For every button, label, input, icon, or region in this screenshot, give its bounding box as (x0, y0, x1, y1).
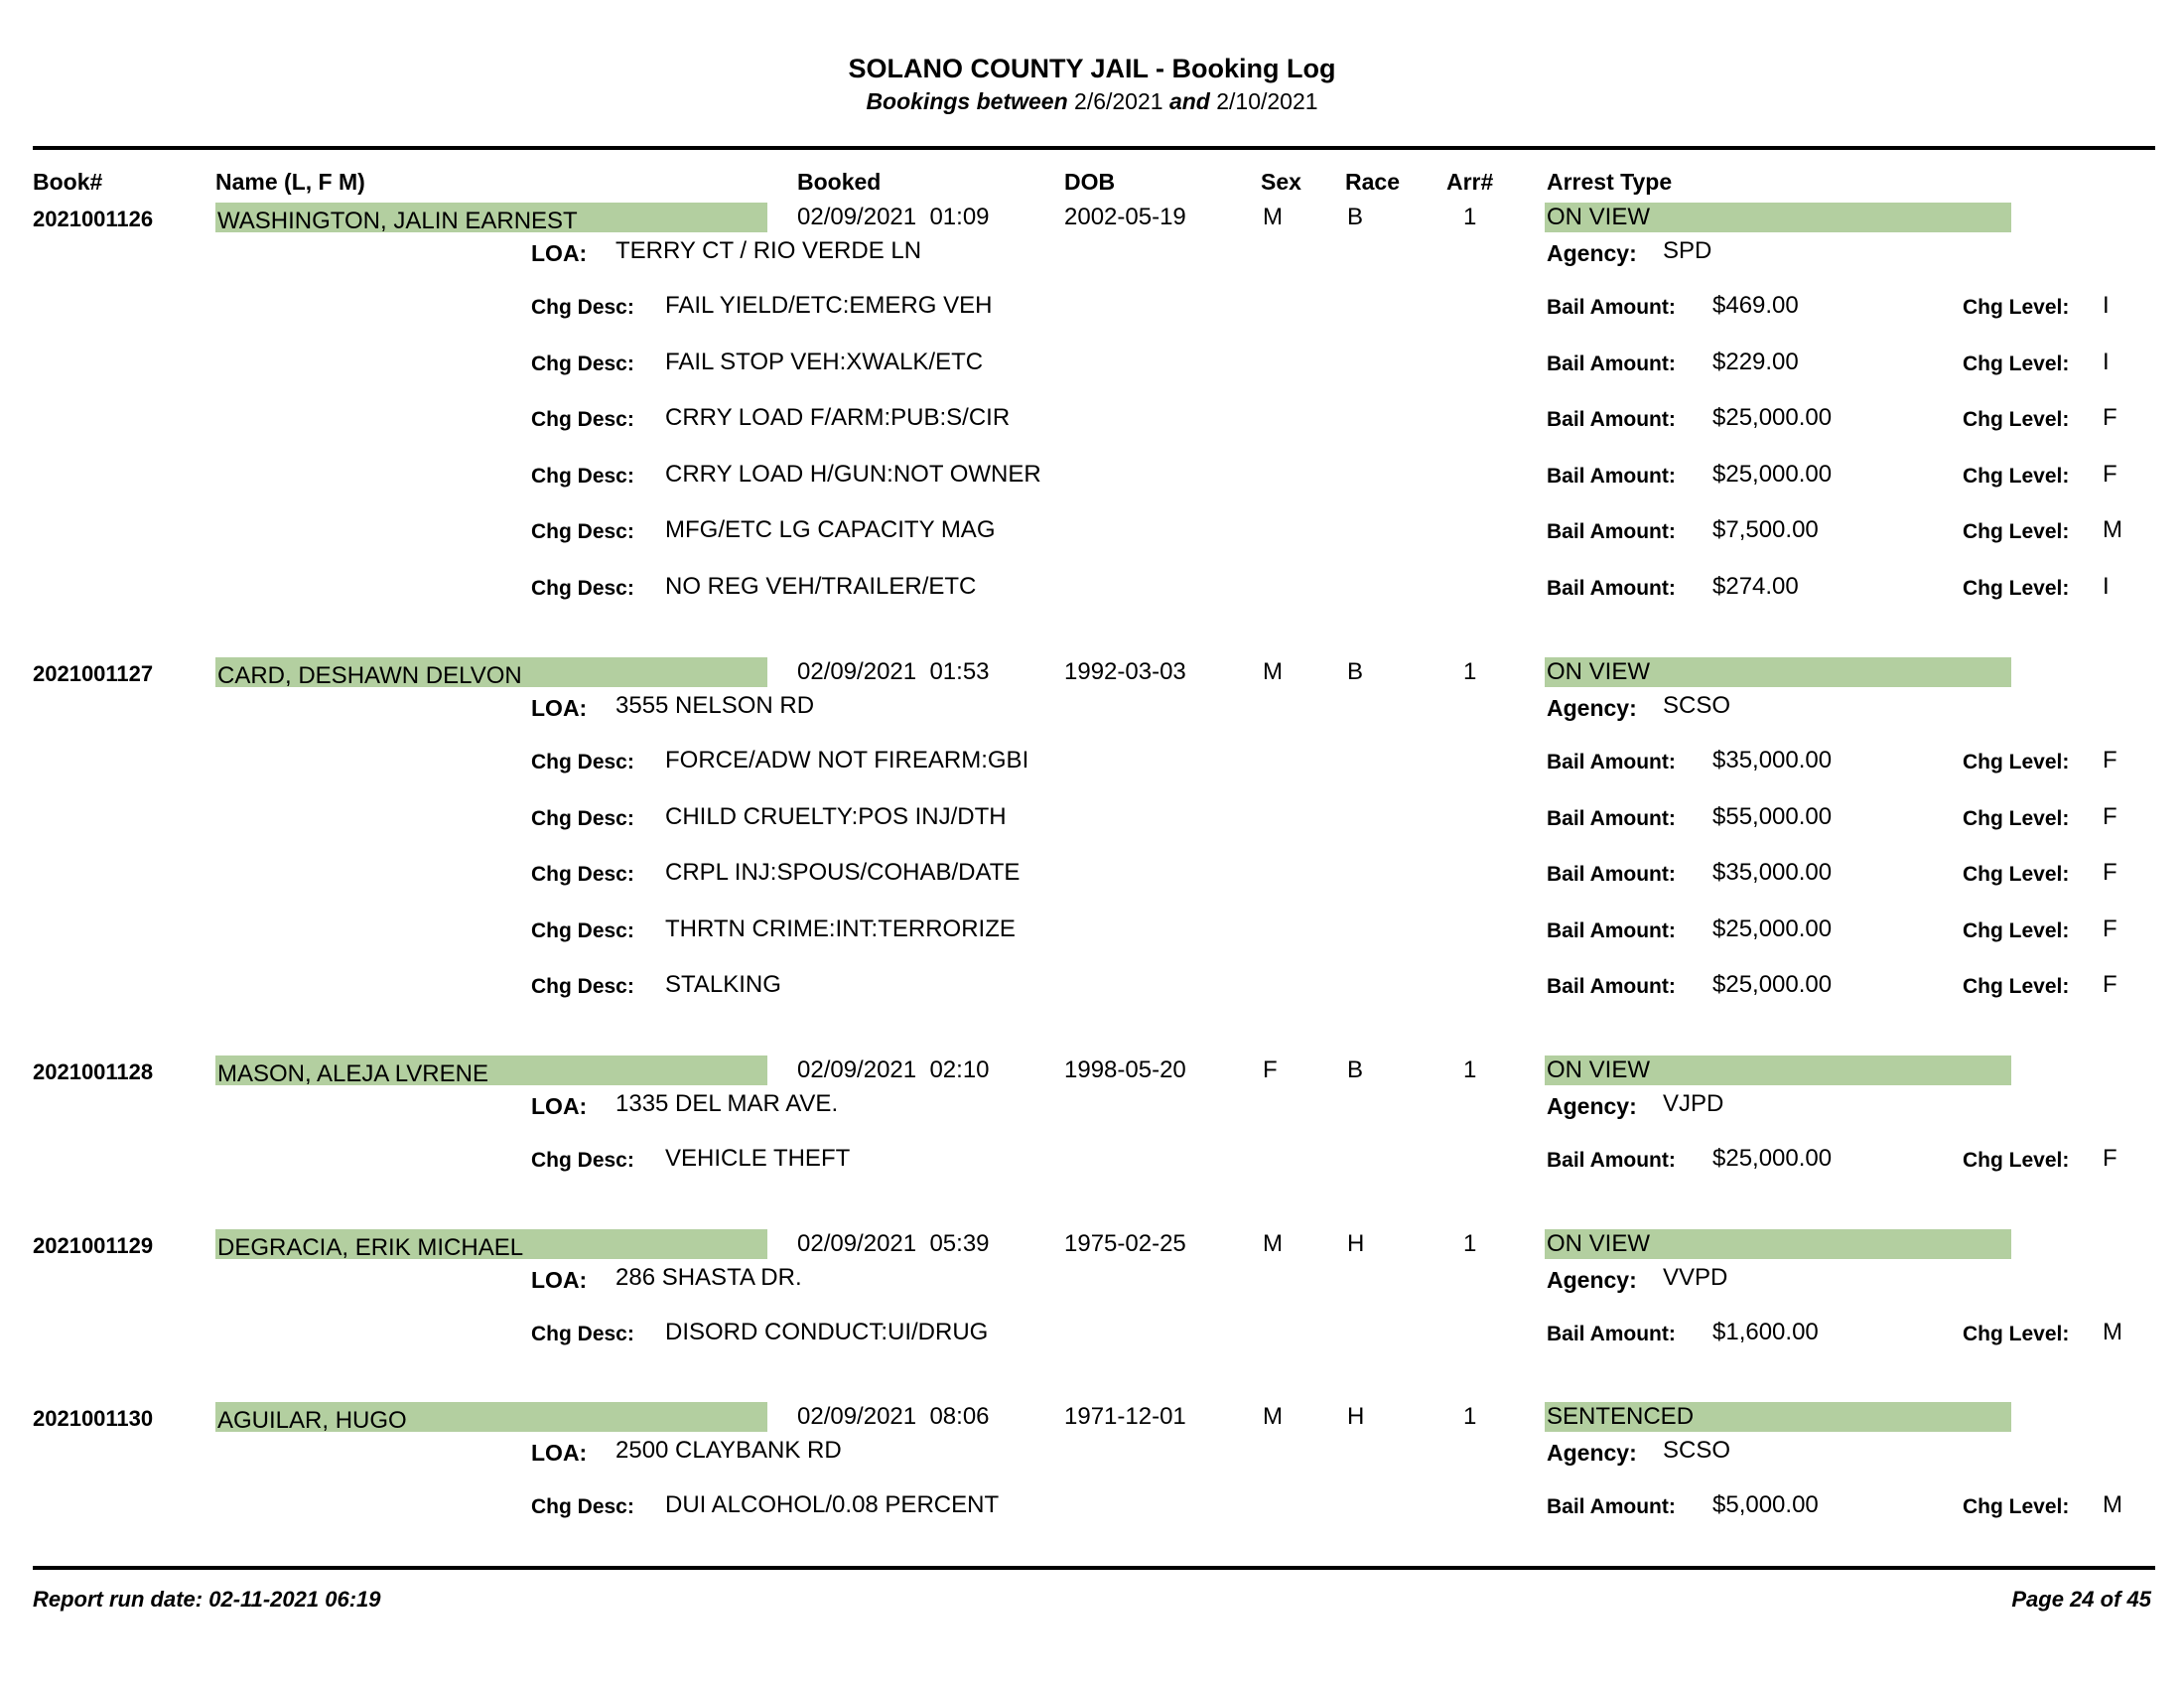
race-value: H (1347, 1230, 1365, 1257)
chg-level-label: Chg Level: (1963, 1495, 2070, 1518)
report-header (0, 52, 2184, 117)
arr-value: 1 (1463, 658, 1477, 685)
chg-level-value: F (2103, 914, 2117, 942)
bail-amount-value: $35,000.00 (1712, 747, 1833, 774)
chg-level-value: M (2103, 1491, 2122, 1518)
chg-level-label: Chg Level: (1963, 863, 2070, 887)
booked-datetime: 02/09/2021 01:09 (797, 204, 990, 230)
bail-amount-value: $25,000.00 (1712, 971, 1833, 999)
bail-amount-value: $469.00 (1712, 292, 1799, 319)
chg-level-label: Chg Level: (1963, 296, 2070, 319)
bail-amount-label: Bail Amount: (1547, 352, 1676, 375)
bail-amount-value: $1,600.00 (1712, 1319, 1819, 1345)
dob-value: 1971-12-01 (1064, 1403, 1186, 1430)
booked-datetime: 02/09/2021 05:39 (797, 1230, 990, 1257)
inmate-name: MASON, ALEJA LVRENE (217, 1060, 488, 1087)
sex-value: M (1263, 1403, 1283, 1430)
bail-amount-label: Bail Amount: (1547, 1495, 1676, 1518)
booked-datetime: 02/09/2021 01:53 (797, 658, 990, 685)
booked-datetime: 02/09/2021 08:06 (797, 1403, 990, 1430)
bail-amount-label: Bail Amount: (1547, 1149, 1676, 1172)
col-booked: Booked (797, 169, 882, 195)
sex-value: M (1263, 204, 1283, 230)
book-number: 2021001130 (33, 1406, 154, 1431)
report-subtitle (0, 85, 2184, 117)
booked-datetime: 02/09/2021 02:10 (797, 1056, 990, 1083)
chg-desc-value: FAIL STOP VEH:XWALK/ETC (665, 348, 984, 375)
arr-value: 1 (1463, 204, 1477, 230)
chg-desc-value: MFG/ETC LG CAPACITY MAG (665, 516, 996, 544)
agency-value: SPD (1663, 237, 1712, 264)
arrest-type: ON VIEW (1547, 1230, 1651, 1257)
loa-label: LOA: (531, 240, 588, 266)
arrest-type: ON VIEW (1547, 204, 1651, 230)
arrest-type-highlight (1545, 203, 2011, 232)
chg-level-value: F (2103, 460, 2117, 488)
chg-desc-value: CRRY LOAD F/ARM:PUB:S/CIR (665, 404, 1011, 432)
arrest-type-highlight (1545, 1229, 2011, 1259)
race-value: B (1347, 204, 1364, 230)
chg-desc-label: Chg Desc: (531, 520, 634, 544)
inmate-name: AGUILAR, HUGO (217, 1407, 407, 1434)
bail-amount-value: $25,000.00 (1712, 404, 1833, 432)
report-run-date: Report run date: 02-11-2021 06:19 (33, 1587, 381, 1612)
inmate-name: WASHINGTON, JALIN EARNEST (217, 208, 578, 234)
chg-desc-label: Chg Desc: (531, 863, 634, 887)
chg-level-label: Chg Level: (1963, 1149, 2070, 1172)
sex-value: F (1263, 1056, 1278, 1083)
bail-amount-label: Bail Amount: (1547, 577, 1676, 600)
chg-desc-label: Chg Desc: (531, 751, 634, 774)
bail-amount-label: Bail Amount: (1547, 520, 1676, 544)
bail-amount-label: Bail Amount: (1547, 975, 1676, 999)
arrest-type-highlight (1545, 657, 2011, 687)
agency-label: Agency: (1547, 1267, 1637, 1293)
loa-value: 286 SHASTA DR. (615, 1264, 802, 1291)
name-highlight (215, 1055, 767, 1085)
arrest-type: SENTENCED (1547, 1403, 1695, 1430)
chg-desc-label: Chg Desc: (531, 975, 634, 999)
bail-amount-label: Bail Amount: (1547, 464, 1676, 488)
loa-value: 2500 CLAYBANK RD (615, 1437, 842, 1464)
agency-label: Agency: (1547, 695, 1637, 721)
chg-desc-value: FORCE/ADW NOT FIREARM:GBI (665, 747, 1029, 774)
col-race: Race (1345, 169, 1400, 195)
loa-label: LOA: (531, 1093, 588, 1119)
bail-amount-label: Bail Amount: (1547, 1323, 1676, 1345)
chg-level-label: Chg Level: (1963, 806, 2070, 830)
agency-value: SCSO (1663, 692, 1731, 719)
chg-level-label: Chg Level: (1963, 918, 2070, 942)
chg-level-label: Chg Level: (1963, 577, 2070, 600)
chg-level-label: Chg Level: (1963, 464, 2070, 488)
race-value: B (1347, 658, 1364, 685)
page-number: Page 24 of 45 (2011, 1587, 2151, 1612)
chg-desc-value: FAIL YIELD/ETC:EMERG VEH (665, 292, 993, 319)
chg-desc-label: Chg Desc: (531, 464, 634, 488)
col-book: Book# (33, 169, 103, 195)
loa-value: 3555 NELSON RD (615, 692, 815, 719)
chg-desc-label: Chg Desc: (531, 1323, 634, 1345)
chg-level-value: F (2103, 1145, 2117, 1172)
arr-value: 1 (1463, 1056, 1477, 1083)
arrest-type-highlight (1545, 1055, 2011, 1085)
chg-level-value: M (2103, 1319, 2122, 1345)
name-highlight (215, 657, 767, 687)
chg-desc-value: THRTN CRIME:INT:TERRORIZE (665, 914, 1016, 942)
top-rule (33, 146, 2155, 150)
chg-desc-value: DUI ALCOHOL/0.08 PERCENT (665, 1491, 1000, 1518)
loa-label: LOA: (531, 695, 588, 721)
agency-value: VVPD (1663, 1264, 1728, 1291)
chg-desc-value: STALKING (665, 971, 781, 999)
chg-desc-value: CRRY LOAD H/GUN:NOT OWNER (665, 460, 1041, 488)
chg-level-value: F (2103, 747, 2117, 774)
agency-label: Agency: (1547, 240, 1637, 266)
chg-desc-label: Chg Desc: (531, 408, 634, 432)
chg-desc-label: Chg Desc: (531, 918, 634, 942)
chg-desc-value: VEHICLE THEFT (665, 1145, 851, 1172)
chg-level-label: Chg Level: (1963, 352, 2070, 375)
loa-value: TERRY CT / RIO VERDE LN (615, 237, 922, 264)
report-title: SOLANO COUNTY JAIL - Booking Log (848, 54, 1336, 83)
arrest-type-highlight (1545, 1402, 2011, 1432)
chg-desc-label: Chg Desc: (531, 577, 634, 600)
col-sex: Sex (1261, 169, 1301, 195)
agency-value: SCSO (1663, 1437, 1731, 1464)
col-arrest-type: Arrest Type (1547, 169, 1673, 195)
arrest-type: ON VIEW (1547, 658, 1651, 685)
subtitle-prefix: Bookings between (866, 88, 1068, 114)
arr-value: 1 (1463, 1403, 1477, 1430)
chg-level-value: M (2103, 516, 2122, 544)
chg-level-label: Chg Level: (1963, 751, 2070, 774)
chg-desc-label: Chg Desc: (531, 352, 634, 375)
arr-value: 1 (1463, 1230, 1477, 1257)
bail-amount-value: $25,000.00 (1712, 914, 1833, 942)
bail-amount-label: Bail Amount: (1547, 806, 1676, 830)
chg-desc-value: CHILD CRUELTY:POS INJ/DTH (665, 802, 1007, 830)
chg-level-label: Chg Level: (1963, 975, 2070, 999)
chg-desc-value: NO REG VEH/TRAILER/ETC (665, 573, 977, 600)
bail-amount-value: $274.00 (1712, 573, 1799, 600)
chg-level-value: F (2103, 802, 2117, 830)
col-arr: Arr# (1446, 169, 1494, 195)
bail-amount-label: Bail Amount: (1547, 918, 1676, 942)
race-value: H (1347, 1403, 1365, 1430)
name-highlight (215, 203, 767, 232)
chg-level-label: Chg Level: (1963, 408, 2070, 432)
book-number: 2021001126 (33, 207, 154, 231)
chg-desc-label: Chg Desc: (531, 1495, 634, 1518)
chg-level-value: F (2103, 404, 2117, 432)
inmate-name: CARD, DESHAWN DELVON (217, 662, 522, 689)
bail-amount-value: $25,000.00 (1712, 460, 1833, 488)
bottom-rule (33, 1566, 2155, 1570)
name-highlight (215, 1229, 767, 1259)
race-value: B (1347, 1056, 1364, 1083)
bail-amount-label: Bail Amount: (1547, 863, 1676, 887)
col-dob: DOB (1064, 169, 1116, 195)
bail-amount-value: $5,000.00 (1712, 1491, 1819, 1518)
chg-level-label: Chg Level: (1963, 1323, 2070, 1345)
sex-value: M (1263, 1230, 1283, 1257)
agency-value: VJPD (1663, 1090, 1724, 1117)
chg-desc-label: Chg Desc: (531, 1149, 634, 1172)
chg-level-value: I (2103, 573, 2110, 600)
bail-amount-label: Bail Amount: (1547, 408, 1676, 432)
bail-amount-value: $35,000.00 (1712, 859, 1833, 887)
loa-label: LOA: (531, 1440, 588, 1466)
agency-label: Agency: (1547, 1093, 1637, 1119)
dob-value: 2002-05-19 (1064, 204, 1186, 230)
bail-amount-value: $229.00 (1712, 348, 1799, 375)
dob-value: 1975-02-25 (1064, 1230, 1186, 1257)
chg-level-value: I (2103, 292, 2110, 319)
chg-level-value: F (2103, 859, 2117, 887)
chg-level-value: F (2103, 971, 2117, 999)
end-date: 2/10/2021 (1216, 88, 1318, 114)
bail-amount-value: $55,000.00 (1712, 802, 1833, 830)
chg-desc-label: Chg Desc: (531, 296, 634, 319)
start-date: 2/6/2021 (1074, 88, 1163, 114)
bail-amount-value: $25,000.00 (1712, 1145, 1833, 1172)
book-number: 2021001128 (33, 1059, 154, 1084)
subtitle-and: and (1168, 88, 1210, 114)
sex-value: M (1263, 658, 1283, 685)
chg-desc-value: DISORD CONDUCT:UI/DRUG (665, 1319, 989, 1345)
bail-amount-label: Bail Amount: (1547, 751, 1676, 774)
chg-desc-label: Chg Desc: (531, 806, 634, 830)
name-highlight (215, 1402, 767, 1432)
bail-amount-label: Bail Amount: (1547, 296, 1676, 319)
bail-amount-value: $7,500.00 (1712, 516, 1819, 544)
chg-desc-value: CRPL INJ:SPOUS/COHAB/DATE (665, 859, 1021, 887)
book-number: 2021001129 (33, 1233, 154, 1258)
dob-value: 1992-03-03 (1064, 658, 1186, 685)
inmate-name: DEGRACIA, ERIK MICHAEL (217, 1234, 524, 1261)
arrest-type: ON VIEW (1547, 1056, 1651, 1083)
dob-value: 1998-05-20 (1064, 1056, 1186, 1083)
agency-label: Agency: (1547, 1440, 1637, 1466)
chg-level-value: I (2103, 348, 2110, 375)
loa-label: LOA: (531, 1267, 588, 1293)
col-name: Name (L, F M) (215, 169, 365, 195)
book-number: 2021001127 (33, 661, 154, 686)
loa-value: 1335 DEL MAR AVE. (615, 1090, 839, 1117)
chg-level-label: Chg Level: (1963, 520, 2070, 544)
